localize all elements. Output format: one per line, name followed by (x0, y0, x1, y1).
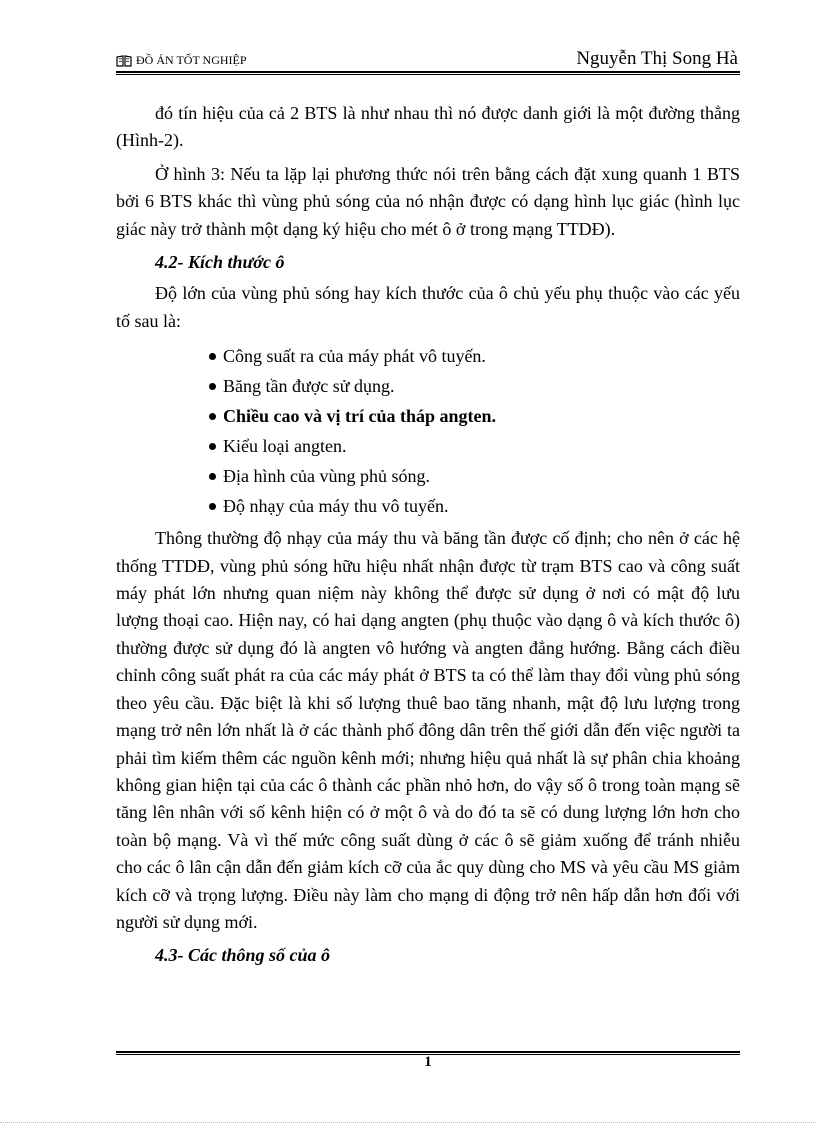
list-item: Băng tần được sử dụng. (209, 371, 740, 401)
section-heading-4-2: 4.2- Kích thước ô (155, 252, 285, 273)
bullet-icon (209, 413, 216, 420)
bullet-icon (209, 443, 216, 450)
header-author: Nguyễn Thị Song Hà (576, 48, 738, 69)
paragraph-4: Thông thường độ nhạy của máy thu và băng tần được cố định; cho nên ở các hệ thống TTDĐ, vùng phủ sóng hữu hiệu nhất nhận được từ trạm BTS cao và công suất máy phát lớn nhưng quan niệm này không thể được sử dụng ở nơi có mật độ lưu lượng thoại cao. Hiện nay, có hai dạng angten (phụ thuộc vào dạng ô và kích thước ô) thường được sử dụng đó là angten vô hướng và angten đẳng hướng. Bằng cách điều chỉnh công suất phát ra của các máy phát ở BTS ta có thể làm thay đổi vùng phủ sóng theo yêu cầu. Đặc biệt là khi số lượng thuê bao tăng nhanh, mật độ lưu lượng trong mạng trở nên lớn nhất là ở các thành phố đông dân trên thế giới dẫn đến việc người ta phải tìm kiếm thêm các nguồn kênh mới; nhưng hiệu quả nhất là sự phân chia khoảng không gian hiện tại của các ô thành các phần nhỏ hơn, do vậy số ô trong toàn mạng sẽ tăng lên nhân với số kênh hiện có ở một ô và do đó ta sẽ có dung lượng lớn hơn cho toàn bộ mạng. Và vì thế mức công suất dùng ở các ô sẽ giảm xuống để tránh nhiễu cho các ô lân cận dẫn đến giảm kích cỡ của ắc quy dùng cho MS và yêu cầu MS giảm kích cỡ và trọng lượng. Điều này làm cho mạng di động trở nên hấp dẫn hơn đối với người sử dụng mới. (116, 528, 740, 932)
list-item: Công suất ra của máy phát vô tuyến. (209, 341, 740, 371)
list-item: Kiểu loại angten. (209, 431, 740, 461)
paragraph-3: Độ lớn của vùng phủ sóng hay kích thước của ô chủ yếu phụ thuộc vào các yếu tố sau là: (116, 283, 740, 331)
page-number: 1 (424, 1054, 432, 1070)
page-body (116, 100, 740, 974)
book-icon (116, 55, 132, 67)
bullet-icon (209, 383, 216, 390)
bullet-icon (209, 473, 216, 480)
factor-list (116, 341, 740, 521)
bullet-icon (209, 503, 216, 510)
header-doc-type: ĐỒ ÁN TỐT NGHIỆP (136, 53, 247, 67)
paragraph-2: Ở hình 3: Nếu ta lặp lại phương thức nói trên bằng cách đặt xung quanh 1 BTS bởi 6 BTS khác thì vùng phủ sóng của nó nhận được có dạng hình lục giác (hình lục giác này trở thành một dạng ký hiệu cho mét ô ở trong mạng TTDĐ). (116, 163, 740, 239)
list-item: Chiều cao và vị trí của tháp angten. (209, 401, 740, 431)
footer-rule (116, 1051, 740, 1053)
list-item: Địa hình của vùng phủ sóng. (209, 461, 740, 491)
section-heading-4-3: 4.3- Các thông số của ô (155, 945, 331, 966)
list-item: Độ nhạy của máy thu vô tuyến. (209, 491, 740, 521)
bullet-icon (209, 353, 216, 360)
header-rule-thin (116, 74, 740, 75)
header-rule (116, 71, 740, 73)
paragraph-1: đó tín hiệu của cả 2 BTS là như nhau thì nó được danh giới là một đường thẳng (Hình-2). (116, 103, 740, 151)
header-left (116, 53, 247, 68)
page-header (116, 46, 740, 72)
